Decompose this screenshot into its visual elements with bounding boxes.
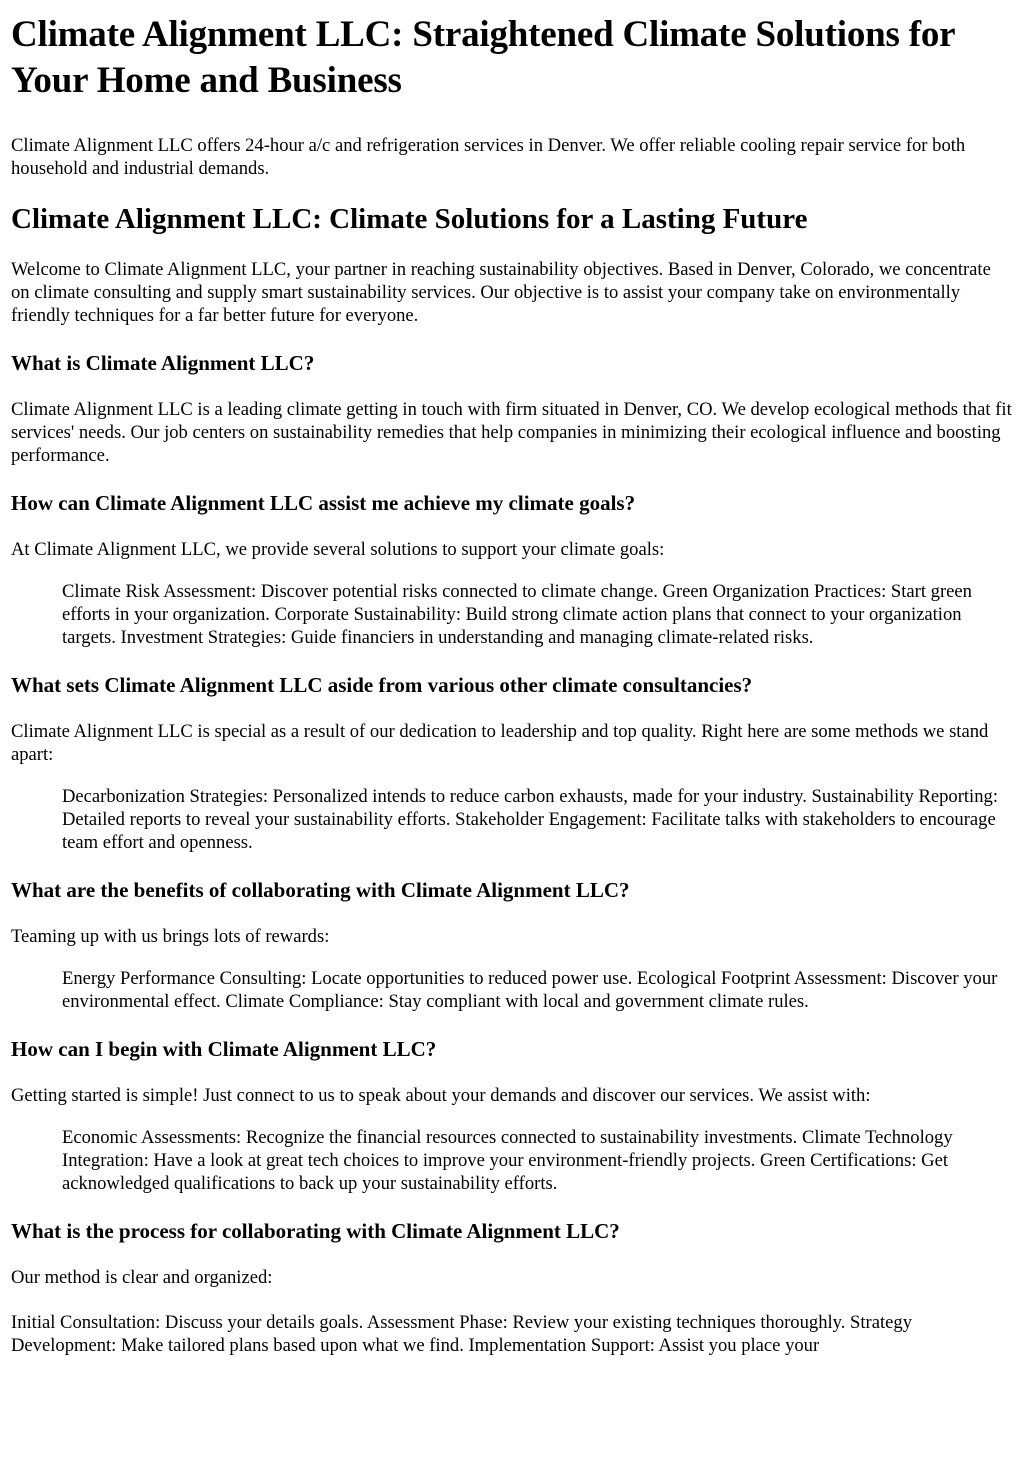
faq-quote-4: Energy Performance Consulting: Locate opportunities to reduced power use. Ecological Footprint Assessment: Discover your environmental effect. Climate Compliance: Stay compliant with local and government climate rules. [62, 968, 998, 1012]
section-heading: Climate Alignment LLC: Climate Solutions for a Lasting Future [11, 203, 808, 235]
faq-quote-3: Decarbonization Strategies: Personalized intends to reduce carbon exhausts, made for your industry. Sustainability Reporting: Detailed reports to reveal your sustainability efforts. Stakeholder Engagement: Facilitate talks with stakeholders to encourage team effort and openness. [62, 786, 998, 853]
article [0, 12, 1024, 1357]
faq-question-1: What is Climate Alignment LLC? [11, 351, 315, 375]
faq-question-5: How can I begin with Climate Alignment LLC? [11, 1037, 437, 1061]
faq-question-6: What is the process for collaborating with Climate Alignment LLC? [11, 1219, 620, 1243]
faq-question-2: How can Climate Alignment LLC assist me achieve my climate goals? [11, 491, 636, 515]
faq-quote-2: Climate Risk Assessment: Discover potential risks connected to climate change. Green Organization Practices: Start green efforts in your organization. Corporate Sustainability: Build strong climate action plans that connect to your organization targets. Investment Strategies: Guide financiers in understanding and managing climate-related risks. [62, 581, 972, 648]
faq-answer-4: Teaming up with us brings lots of rewards: [11, 926, 330, 947]
faq-answer-2: At Climate Alignment LLC, we provide several solutions to support your climate goals: [11, 539, 665, 560]
intro-paragraph: Climate Alignment LLC offers 24-hour a/c and refrigeration services in Denver. We offer reliable cooling repair service for both household and industrial demands. [11, 135, 966, 179]
faq-answer-1: Climate Alignment LLC is a leading climate getting in touch with firm situated in Denver, CO. We develop ecological methods that fit services' needs. Our job centers on sustainability remedies that help companies in minimizing their ecological influence and boosting performance. [11, 399, 1012, 466]
faq-answer-3: Climate Alignment LLC is special as a result of our dedication to leadership and top quality. Right here are some methods we stand apart: [11, 721, 989, 765]
welcome-paragraph: Welcome to Climate Alignment LLC, your partner in reaching sustainability objectives. Based in Denver, Colorado, we concentrate on climate consulting and supply smart sustainability services. Our objective is to assist your company take on environmentally friendly techniques for a far better future for everyone. [11, 259, 991, 326]
faq-question-3: What sets Climate Alignment LLC aside from various other climate consultancies? [11, 673, 753, 697]
page-title: Climate Alignment LLC: Straightened Climate Solutions for Your Home and Business [11, 14, 955, 101]
process-paragraph: Initial Consultation: Discuss your details goals. Assessment Phase: Review your existing techniques thoroughly. Strategy Development: Make tailored plans based upon what we find. Implementation Support: Assist you place your [11, 1312, 913, 1356]
faq-quote-5: Economic Assessments: Recognize the financial resources connected to sustainability investments. Climate Technology Integration: Have a look at great tech choices to improve your environment-friendly projects. Green Certifications: Get acknowledged qualifications to back up your sustainability efforts. [62, 1127, 953, 1194]
faq-answer-5: Getting started is simple! Just connect to us to speak about your demands and discover our services. We assist with: [11, 1085, 871, 1106]
faq-question-4: What are the benefits of collaborating with Climate Alignment LLC? [11, 878, 630, 902]
faq-answer-6: Our method is clear and organized: [11, 1267, 273, 1288]
